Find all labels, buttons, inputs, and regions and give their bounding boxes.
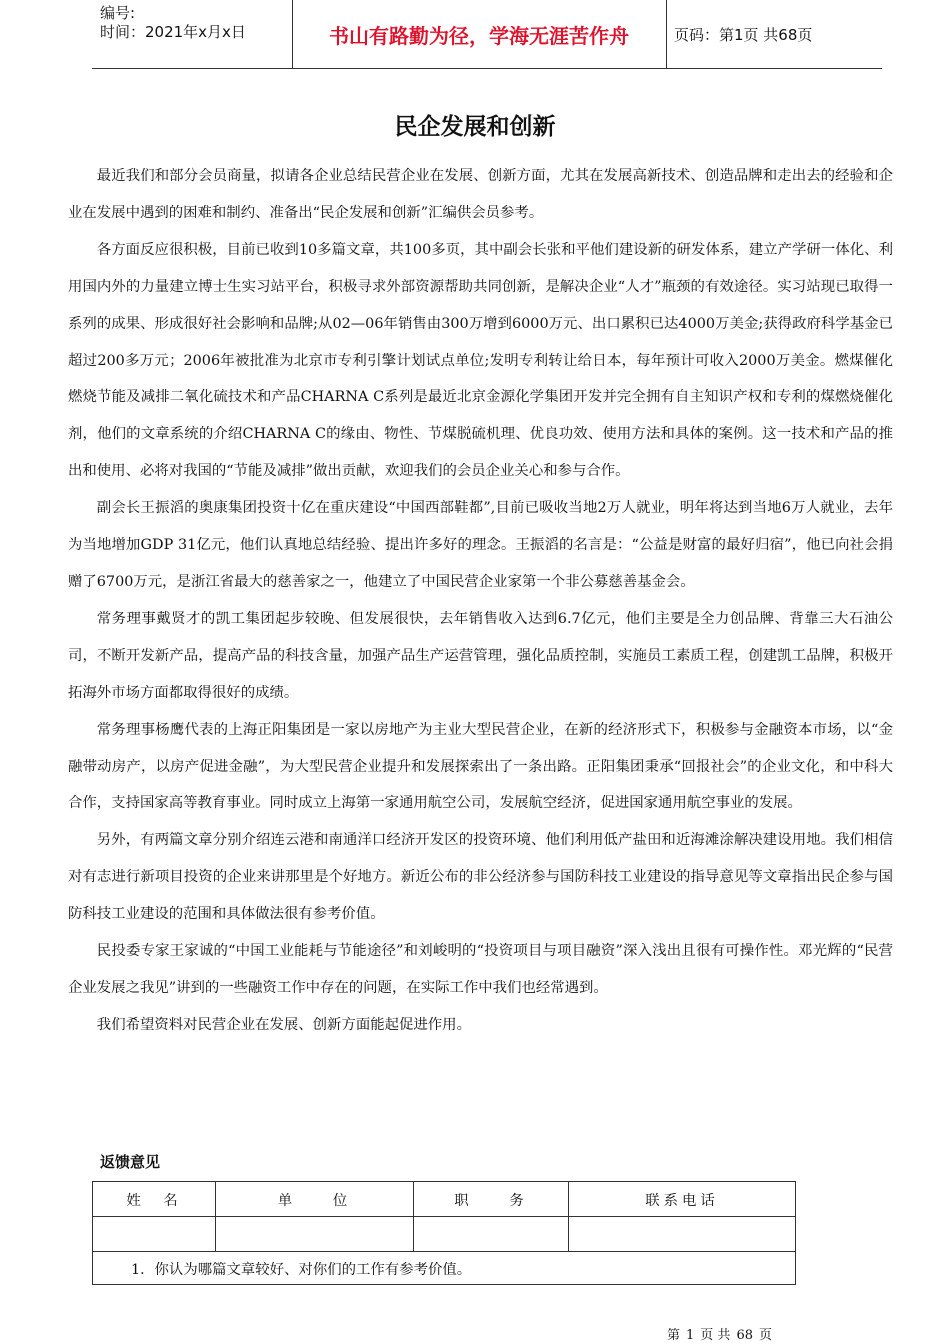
header-meta (100, 4, 246, 42)
header-divider (666, 0, 667, 68)
paragraph: 最近我们和部分会员商量，拟请各企业总结民营企业在发展、创新方面，尤其在发展高新技术、创造品牌和走出去的经验和企业在发展中遇到的困难和制约、准备出“民企发展和创新”汇编供会员参考。 (68, 168, 893, 221)
feedback-question: 1．你认为哪篇文章较好、对你们的工作有参考价值。 (93, 1252, 796, 1285)
name-cell[interactable] (93, 1217, 216, 1252)
phone-cell[interactable] (569, 1217, 796, 1252)
page-header (92, 0, 882, 69)
feedback-header-row (93, 1182, 796, 1217)
column-header-name: 姓 名 (93, 1182, 216, 1217)
column-header-phone: 联系电话 (569, 1182, 796, 1217)
footer-mid: 页 共 (700, 1328, 731, 1343)
column-header-position: 职 务 (414, 1182, 569, 1217)
paragraph: 民投委专家王家诚的“中国工业能耗与节能途径”和刘峻明的“投资项目与项目融资”深入浅出且很有可操作性。邓光辉的“民营企业发展之我见”讲到的一些融资工作中存在的问题，在实际工作中我们也经常遇到。 (68, 943, 893, 996)
document-body (68, 158, 893, 1044)
header-page-info: 页码：第1页 共68页 (674, 26, 813, 44)
unit-cell[interactable] (216, 1217, 414, 1252)
number-label: 编号: (100, 4, 136, 22)
feedback-title: 返馈意见 (100, 1153, 161, 1171)
feedback-question-row (93, 1252, 796, 1285)
paragraph: 另外，有两篇文章分别介绍连云港和南通洋口经济开发区的投资环境、他们利用低产盐田和近海滩涂解决建设用地。我们相信对有志进行新项目投资的企业来讲那里是个好地方。新近公布的非公经济参与国防科技工业建设的指导意见等文章指出民企参与国防科技工业建设的范围和具体做法很有参考价值。 (68, 832, 893, 923)
paragraph: 我们希望资料对民营企业在发展、创新方面能起促进作用。 (96, 1016, 471, 1033)
paragraph: 各方面反应很积极，目前已收到10多篇文章，共100多页，其中副会长张和平他们建设新的研发体系，建立产学研一体化、利用国内外的力量建立博士生实习站平台，积极寻求外部资源帮助共同创新，是解决企业“人才”瓶颈的有效途径。实习站现已取得一系列的成果、形成很好社会影响和品牌;从02—06年销售由300万增到6000万元、出口累积已达4000万美金;获得政府科学基金已超过200多万元；2006年被批准为北京市专利引擎计划试点单位;发明专利转让给日本，每年预计可收入2000万美金。燃煤催化燃烧节能及减排二氧化硫技术和产品CHARNA C系列是最近北京金源化学集团开发并完全拥有自主知识产权和专利的煤燃烧催化剂，他们的文章系统的介绍CHARNA C的缘由、物性、节煤脱硫机理、优良功效、使用方法和具体的案例。这一技术和产品的推出和使用、必将对我国的“节能及减排”做出贡献，欢迎我们的会员企业关心和参与合作。 (68, 241, 893, 480)
paragraph: 副会长王振滔的奥康集团投资十亿在重庆建设“中国西部鞋都”,目前已吸收当地2万人就业，明年将达到当地6万人就业，去年为当地增加GDP 31亿元，他们认真地总结经验、提出许多好的理念。王振滔的名言是：“公益是财富的最好归宿”，他已向社会捐赠了6700万元，是浙江省最大的慈善家之一，他建立了中国民营企业家第一个非公募慈善基金会。 (68, 500, 893, 590)
header-divider (292, 0, 293, 68)
footer-page: 1 (686, 1328, 695, 1343)
header-motto: 书山有路勤为径，学海无涯苦作舟 (329, 24, 629, 48)
document-title: 民企发展和创新 (394, 114, 556, 140)
footer-suffix: 页 (758, 1328, 772, 1343)
column-header-unit: 单 位 (216, 1182, 414, 1217)
time-label: 时间：2021年x月x日 (100, 23, 246, 41)
paragraph: 常务理事杨鹰代表的上海正阳集团是一家以房地产为主业大型民营企业，在新的经济形式下，积极参与金融资本市场，以“金融带动房产，以房产促进金融”，为大型民营企业提升和发展探索出了一条出路。正阳集团秉承“回报社会”的企业文化，和中科大合作，支持国家高等教育事业。同时成立上海第一家通用航空公司，发展航空经济，促进国家通用航空事业的发展。 (68, 721, 893, 812)
footer-total: 68 (736, 1328, 753, 1343)
paragraph: 常务理事戴贤才的凯工集团起步较晚、但发展很快，去年销售收入达到6.7亿元，他们主要是全力创品牌、背靠三大石油公司，不断开发新产品，提高产品的科技含量，加强产品生产运营管理，强化品质控制，实施员工素质工程，创建凯工品牌，积极开拓海外市场方面都取得很好的成绩。 (68, 610, 893, 701)
page-footer (664, 1324, 775, 1343)
feedback-table (92, 1181, 796, 1285)
position-cell[interactable] (414, 1217, 569, 1252)
footer-prefix: 第 (667, 1328, 681, 1343)
feedback-input-row (93, 1217, 796, 1252)
